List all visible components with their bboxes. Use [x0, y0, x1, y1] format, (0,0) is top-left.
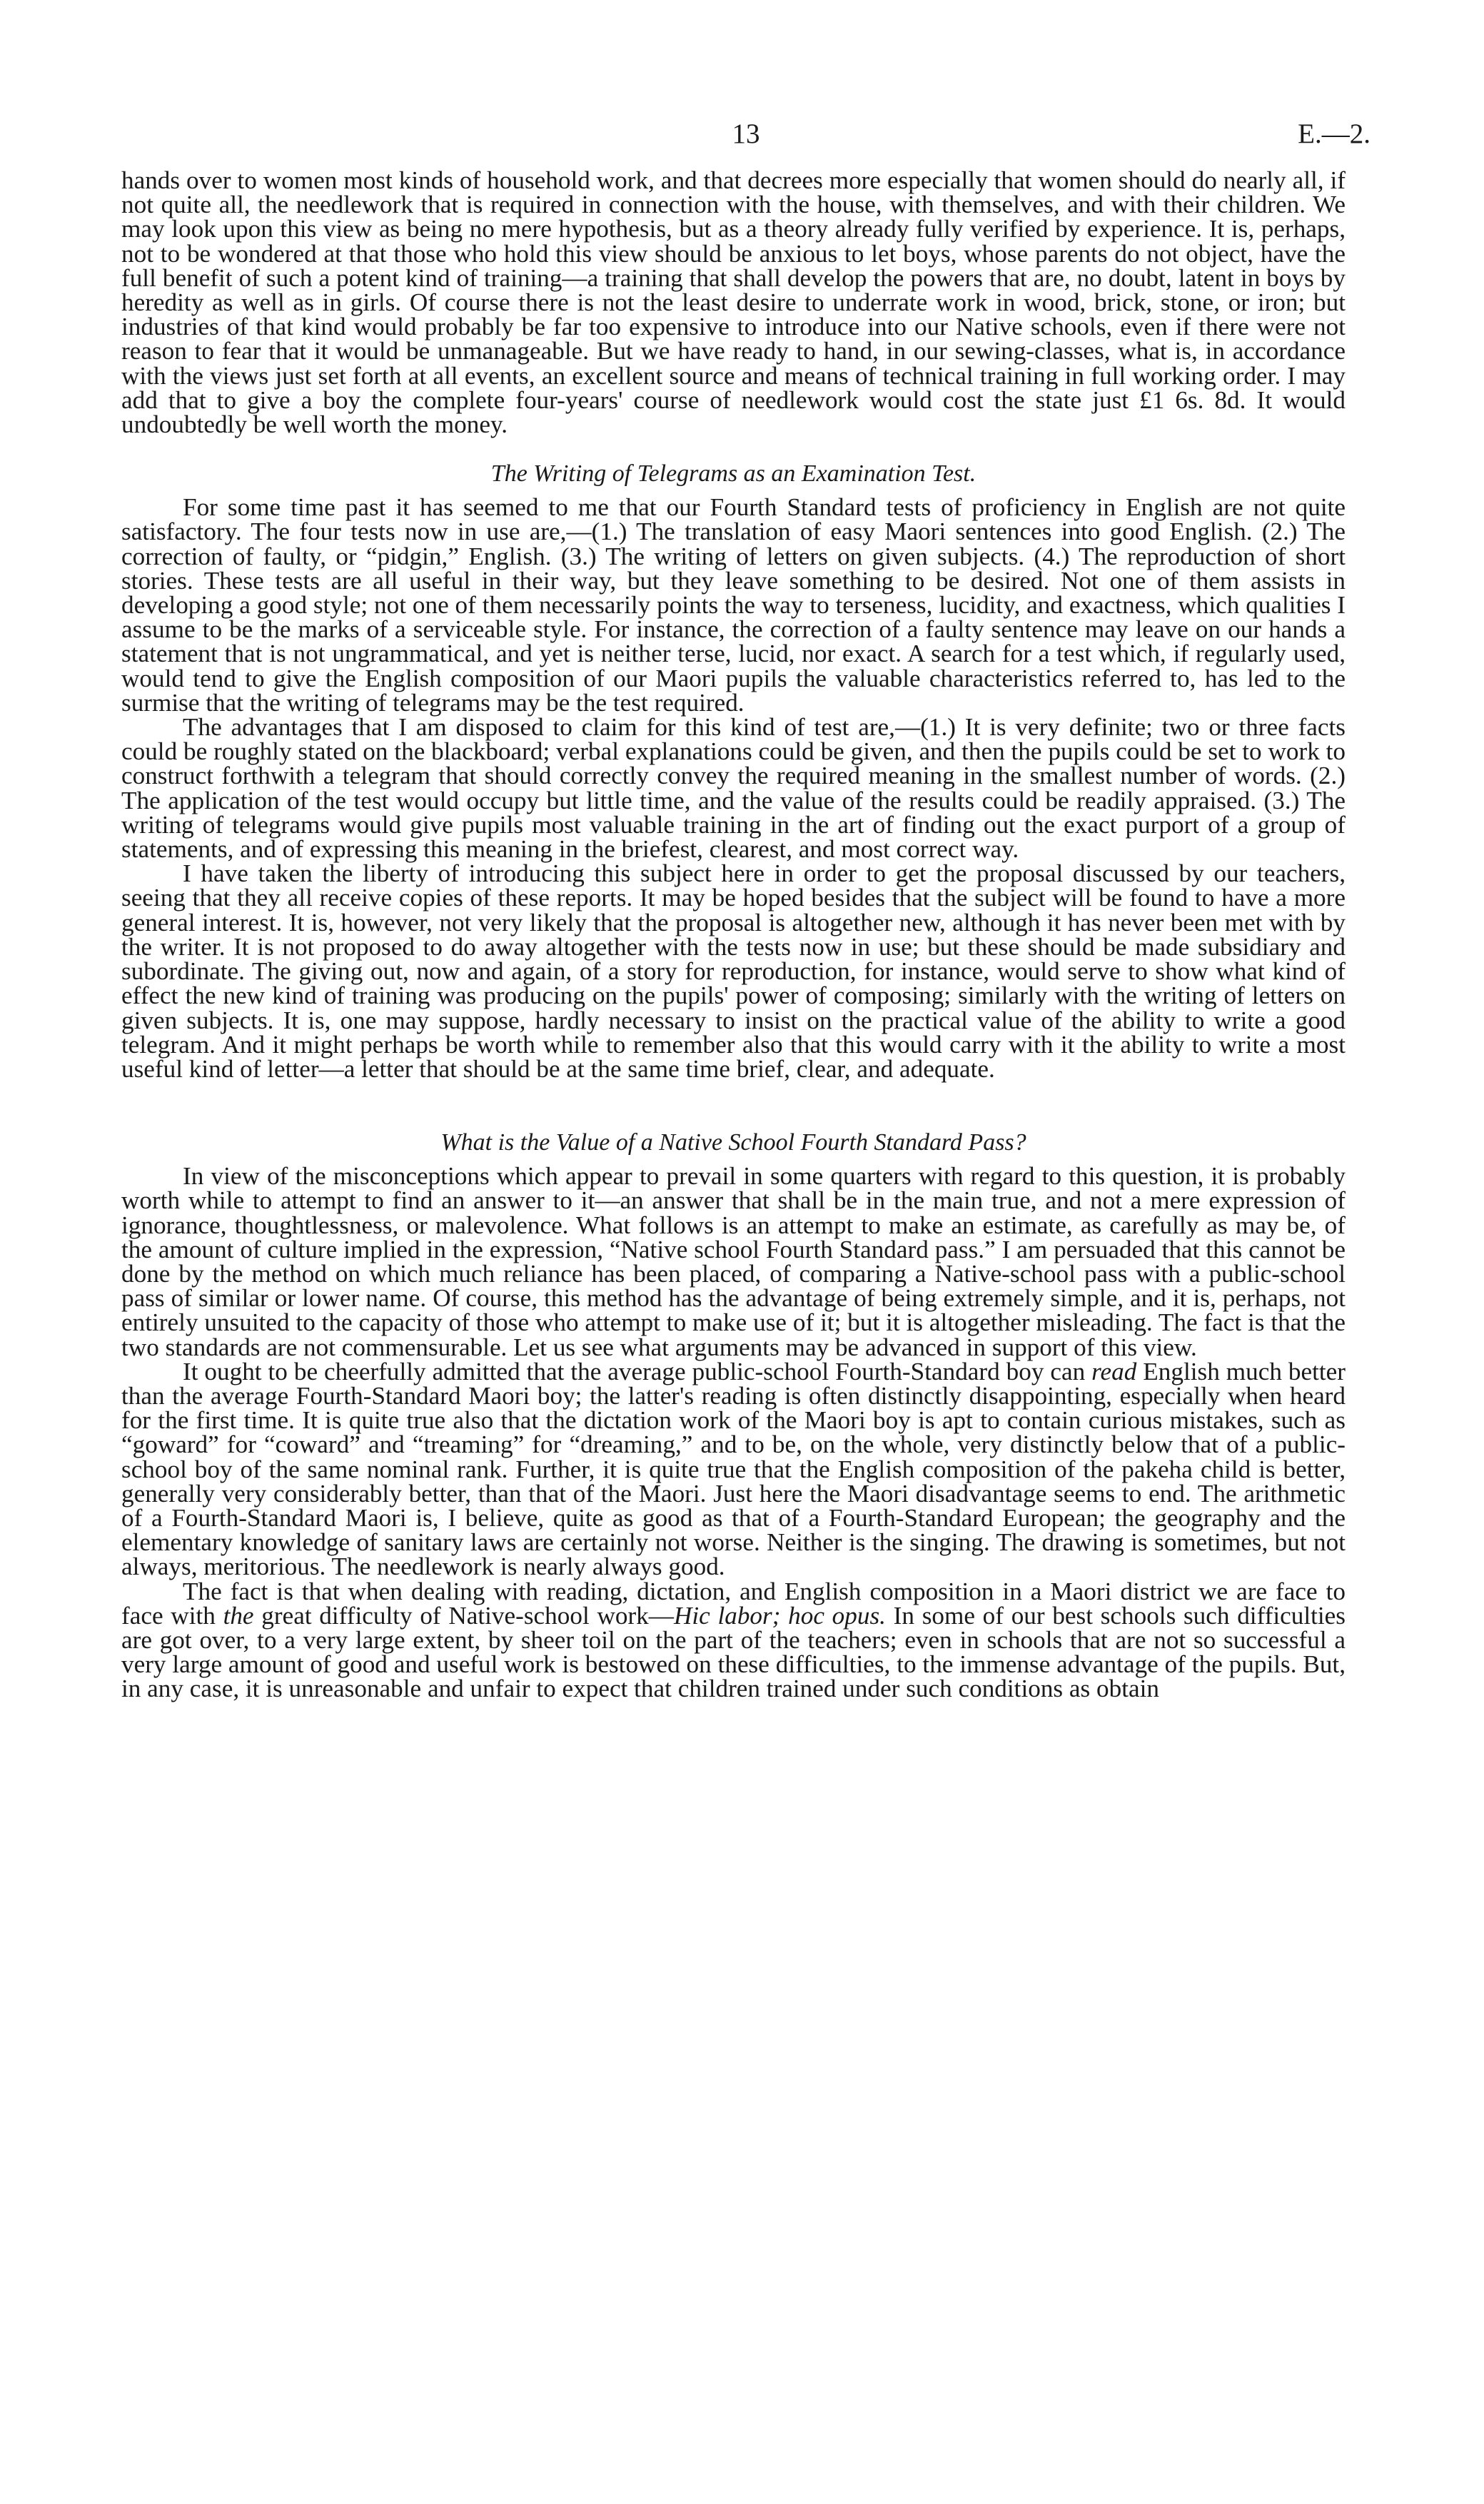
emphasis-latin-phrase: Hic labor; hoc opus. — [673, 1601, 886, 1630]
text-run: It ought to be cheerfully admitted that the average public-school Fourth-Standard boy can — [183, 1357, 1092, 1385]
page-number: 13 — [732, 118, 760, 149]
emphasis-the: the — [223, 1601, 254, 1630]
body-text — [121, 168, 1346, 1702]
document-reference: E.—2. — [1298, 118, 1371, 149]
section-heading-fourth-standard: What is the Value of a Native School Fourth Standard Pass? — [440, 1129, 1026, 1156]
text-run: great difficulty of Native-school work— — [253, 1601, 674, 1630]
paragraph: For some time past it has seemed to me that our Fourth Standard tests of proficiency in English are not quite satisfactory. The four tests now in use are,—(1.) The translation of easy Maori sentences into good English. (2.) The correction of faulty, or “pidgin,” English. (3.) The writing of letters on given subjects. (4.) The reproduction of short stories. These tests are all useful in their way, but they leave something to be desired. Not one of them assists in developing a good style; not one of them necessarily points the way to terseness, lucidity, and exactness, which qualities I assume to be the marks of a serviceable style. For instance, the correction of a faulty sentence may leave on our hands a statement that is not ungrammatical, and yet is neither terse, lucid, nor exact. A search for a test which, if regularly used, would tend to give the English composition of our Maori pupils the valuable characteristics referred to, has led to the surmise that the writing of telegrams may be the test required. — [121, 493, 1346, 717]
section-heading-telegrams: The Writing of Telegrams as an Examination Test. — [490, 460, 976, 488]
paragraph: I have taken the liberty of introducing this subject here in order to get the proposal discussed by our teachers, seeing that they all receive copies of these reports. It may be hoped besides that the subject will be found to have a more general interest. It is, however, not very likely that the proposal is altogether new, although it has never been met with by the writer. It is not proposed to do away altogether with the tests now in use; but these should be made subsidiary and subordinate. The giving out, now and again, of a story for reproduction, for instance, would serve to show what kind of effect the new kind of training was producing on the pupils' power of composing; similarly with the writing of letters on given subjects. It is, one may suppose, hardly necessary to insist on the practical value of the ability to write a good telegram. And it might perhaps be worth while to remember also that this would carry with it the ability to write a most useful kind of letter—a letter that should be at the same time brief, clear, and adequate. — [121, 859, 1346, 1083]
emphasis-read: read — [1091, 1357, 1137, 1385]
text-run: The fact is that when dealing with reading, dictation, and English composition in a Maori district we are face to face with — [121, 1577, 1346, 1630]
text-run: English much better than the average Fourth-Standard Maori boy; the latter's reading is often distinctly disappointing, especially when heard for the first time. It is quite true also that the dictation work of the Maori boy is apt to contain curious mistakes, such as “goward” for “coward” and “treaming” for “dreaming,” and to be, on the whole, very distinctly below that of a public-school boy of the same nominal rank. Further, it is quite true that the English composition of the pakeha child is better, generally very considerably better, than that of the Maori. Just here the Maori disadvantage seems to end. The arithmetic of a Fourth-Standard Maori is, I believe, quite as good as that of a Fourth-Standard European; the geography and the elementary knowledge of sanitary laws are certainly not worse. Neither is the singing. The drawing is sometimes, but not always, meritorious. The needlework is nearly always good. — [121, 1357, 1346, 1581]
page-header — [121, 118, 1371, 153]
paragraph: In view of the misconceptions which appear to prevail in some quarters with regard to this question, it is probably worth while to attempt to find an answer to it—an answer that shall be in the main true, and not a mere expression of ignorance, thoughtlessness, or malevolence. What follows is an attempt to make an estimate, as carefully as may be, of the amount of culture implied in the expression, “Native school Fourth Standard pass.” I am persuaded that this cannot be done by the method on which much reliance has been placed, of comparing a Native-school pass with a public-school pass of similar or lower name. Of course, this method has the advantage of being extremely simple, and it is, perhaps, not entirely unsuited to the capacity of those who attempt to make use of it; but it is altogether misleading. The fact is that the two standards are not commensurable. Let us see what arguments may be advanced in support of this view. — [121, 1162, 1346, 1361]
text-run: In some of our best schools such difficulties are got over, to a very large extent, by sheer toil on the part of the teachers; even in schools that are not so successful a very large amount of good and useful work is bestowed on these difficulties, to the immense advantage of the pupils. But, in any case, it is unreasonable and unfair to expect that children trained under such conditions as obtain — [121, 1601, 1346, 1703]
paragraph — [121, 1577, 1346, 1703]
paragraph: The advantages that I am disposed to claim for this kind of test are,—(1.) It is very definite; two or three facts could be roughly stated on the blackboard; verbal explanations could be given, and then the pupils could be set to work to construct forthwith a telegram that should correctly convey the required meaning in the smallest number of words. (2.) The application of the test would occupy but little time, and the value of the results could be readily appraised. (3.) The writing of telegrams would give pupils most valuable training in the art of finding out the exact purport of a group of statements, and of expressing this meaning in the briefest, clearest, and most correct way. — [121, 713, 1346, 864]
paragraph-continuation: hands over to women most kinds of household work, and that decrees more especially that women should do nearly all, if not quite all, the needlework that is required in connection with the house, with themselves, and with their children. We may look upon this view as being no mere hypothesis, but as a theory already fully verified by experience. It is, perhaps, not to be wondered at that those who hold this view should be anxious to let boys, whose parents do not object, have the full benefit of such a potent kind of training—a training that shall develop the powers that are, no doubt, latent in boys by heredity as well as in girls. Of course there is not the least desire to underrate work in wood, brick, stone, or iron; but industries of that kind would probably be far too expensive to introduce into our Native schools, even if there were not reason to fear that it would be unmanageable. But we have ready to hand, in our sewing-classes, what is, in accordance with the views just set forth at all events, an excellent source and means of technical training in full working order. I may add that to give a boy the complete four-years' course of needlework would cost the state just £1 6s. 8d. It would undoubtedly be well worth the money. — [121, 166, 1346, 439]
paragraph — [121, 1357, 1346, 1581]
